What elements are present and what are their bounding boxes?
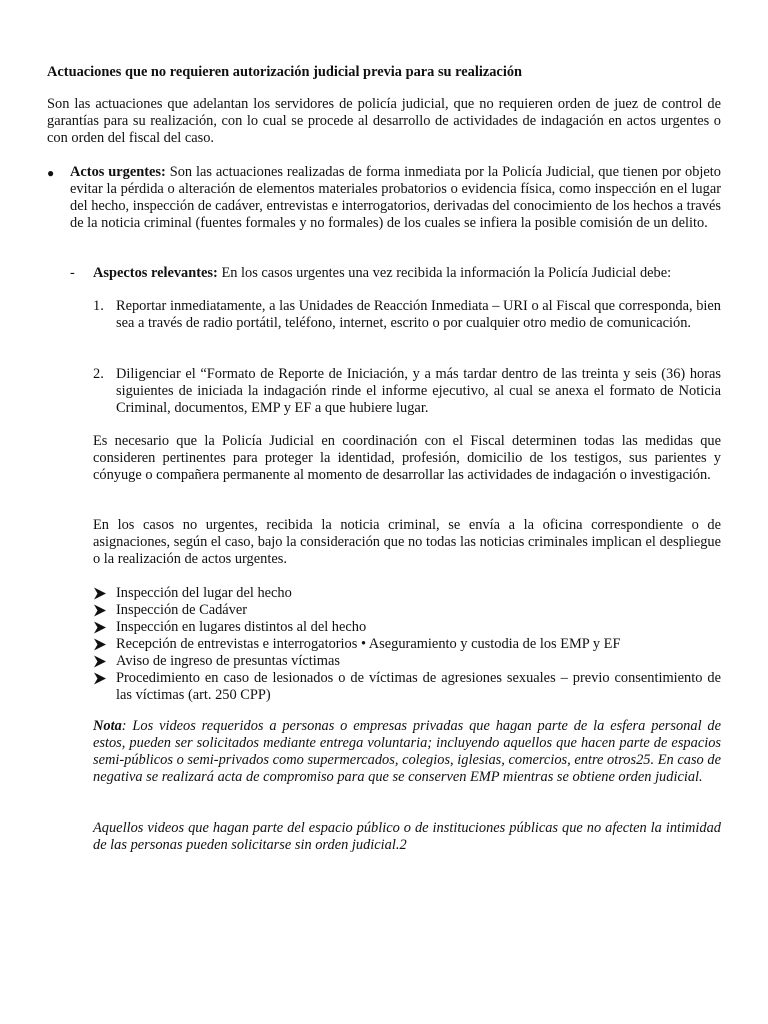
actos-urgentes-text: Son las actuaciones realizadas de forma inmediata por la Policía Judicial, que tienen por objeto evitar la pérdida o alteración de elementos materiales probatorios o evidencia física, como inspección en el lugar del hecho, inspección de cadáver, entrevistas e interrogatorios, derivadas del conocimiento de los hechos a través de la noticia criminal (fuentes formales y no formales) de los cuales se infiera la posible comisión de un delito. (70, 164, 722, 231)
dash-marker: - (70, 265, 75, 281)
actos-urgentes-paragraph (70, 164, 721, 232)
actions-checklist (93, 585, 721, 704)
list-item-text: Procedimiento en caso de lesionados o de víctimas de agresiones sexuales – previo consentimiento de las víctimas (art. 250 CPP) (116, 670, 721, 703)
list-item-text: Inspección en lugares distintos al del hecho (116, 619, 367, 635)
list-item-text: Recepción de entrevistas e interrogatorios • Aseguramiento y custodia de los EMP y EF (116, 636, 621, 652)
numbered-item-number: 1. (93, 298, 104, 314)
arrow-bullet-icon (93, 602, 107, 619)
nota-text: : Los videos requeridos a personas o empresas privadas que hagan parte de la esfera personal de estos, pueden ser solicitados mediante entrega voluntaria; incluyendo aquellos que hacen parte de espacios semi-públicos o semi-privados como supermercados, colegios, iglesias, comercios, entre otros25. En caso de negativa se realizará acta de compromiso para que se conserven EMP mientras se obtiene orden judicial. (93, 718, 721, 785)
list-item (93, 636, 721, 653)
list-item (93, 670, 721, 704)
list-item-text: Inspección de Cadáver (116, 602, 248, 618)
nota-paragraph (93, 718, 721, 786)
arrow-bullet-icon (93, 670, 107, 687)
numbered-item-text: Diligenciar el “Formato de Reporte de Iniciación, y a más tardar dentro de las treinta y seis (36) horas siguientes de iniciada la indagación rinde el informe ejecutivo, al cual se anexa el formato de Noticia Criminal, documentos, EMP y EF a que hubiere lugar. (116, 366, 721, 416)
list-item-text: Inspección del lugar del hecho (116, 585, 292, 601)
list-item-text: Aviso de ingreso de presuntas víctimas (116, 653, 340, 669)
arrow-bullet-icon (93, 585, 107, 602)
nota-label: Nota (93, 718, 122, 734)
list-item (93, 619, 721, 636)
arrow-bullet-icon (93, 619, 107, 636)
numbered-item-text: Reportar inmediatamente, a las Unidades de Reacción Inmediata – URI o al Fiscal que corresponda, bien sea a través de radio portátil, teléfono, internet, escrito o por cualquier otro medio de comunicación. (116, 298, 721, 331)
document-title: Actuaciones que no requieren autorización judicial previa para su realización (47, 64, 523, 80)
aspectos-relevantes-paragraph (93, 265, 721, 282)
aspectos-relevantes-text: En los casos urgentes una vez recibida la información la Policía Judicial debe: (221, 265, 672, 281)
no-urgentes-paragraph: En los casos no urgentes, recibida la noticia criminal, se envía a la oficina correspondiente o de asignaciones, según el caso, bajo la consideración que no todas las noticias criminales implican el despliegue o la realización de actos urgentes. (93, 517, 721, 567)
list-item (93, 585, 721, 602)
aspectos-relevantes-label: Aspectos relevantes: (93, 265, 218, 281)
list-item (93, 653, 721, 670)
intro-paragraph: Son las actuaciones que adelantan los servidores de policía judicial, que no requieren orden de juez de control de garantías para su realización, con lo cual se procede al desarrollo de actividades de indagación en actos urgentes o con orden del fiscal del caso. (47, 96, 721, 146)
list-item (93, 602, 721, 619)
necesario-paragraph: Es necesario que la Policía Judicial en coordinación con el Fiscal determinen todas las medidas que consideren pertinentes para proteger la identidad, profesión, domicilio de los testigos, sus parientes y cónyuge o compañera permanente al momento de desarrollar las actividades de indagación o investigación. (93, 433, 721, 483)
videos-paragraph: Aquellos videos que hagan parte del espacio público o de instituciones públicas que no afecten la intimidad de las personas pueden solicitarse sin orden judicial.2 (93, 820, 721, 853)
bullet-dot-icon: ● (47, 166, 55, 180)
arrow-bullet-icon (93, 636, 107, 653)
arrow-bullet-icon (93, 653, 107, 670)
numbered-item-number: 2. (93, 366, 104, 382)
actos-urgentes-label: Actos urgentes: (70, 164, 166, 180)
